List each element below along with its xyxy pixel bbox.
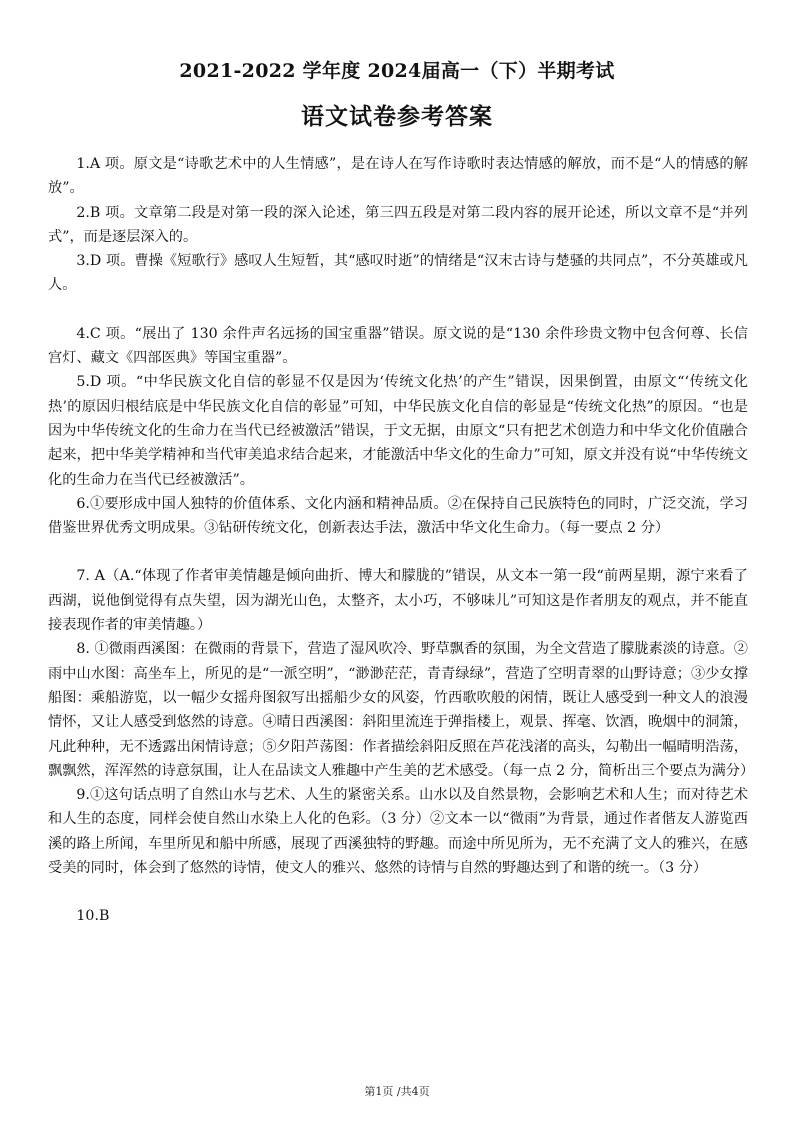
answer-1: 1.A 项。原文是“诗歌艺术中的人生情感”，是在诗人在写作诗歌时表达情感的解放，而不是“人的情感的解放”。 bbox=[48, 156, 748, 197]
section-gap bbox=[48, 880, 748, 904]
answer-9: 9.①这句话点明了自然山水与艺术、人生的紧密关系。山水以及自然景物，会影响艺术和人生；而对待艺术和人生的态度，同样会使自然山水染上人化的色彩。（3 分）②文本一以“微雨”为背景，通过作者偕友人游览西溪的路上所闻，车里所见和船中所感，展现了西溪独特的野趣。而途中所见所为，无不充满了文人的雅兴，在感受美的同时，体会到了悠然的诗情，使文人的雅兴、悠然的诗情与自然的野趣达到了和谐的统一。（3 分） bbox=[48, 787, 748, 877]
answer-4: 4.C 项。“展出了 130 余件声名远扬的国宝重器”错误。原文说的是“130 余件珍贵文物中包含何尊、长信宫灯、藏文《四部医典》等国宝重器”。 bbox=[48, 325, 748, 367]
page-footer: 第1页 /共4页 bbox=[364, 1085, 430, 1098]
exam-title: 2021-2022 学年度 2024届高一（下）半期考试 bbox=[179, 60, 615, 82]
answer-6: 6.①要形成中国人独特的价值体系、文化内涵和精神品质。②在保持自己民族特色的同时，广泛交流，学习借鉴世界优秀文明成果。③钻研传统文化，创新表达手法，激活中华文化生命力。（每一要点 2 分） bbox=[48, 495, 748, 537]
section-gap bbox=[48, 298, 748, 322]
answer-10: 10.B bbox=[76, 908, 110, 925]
answer-7: 7. A（A.“体现了作者审美情趣是倾向曲折、博大和朦胧的”错误，从文本一第一段“前两星期，源宁来看了西湖，说他倒觉得有点失望，因为湖光山色，太整齐，太小巧，不够味儿”可知这是作者朋友的观点，并不能直接表现作者的审美情趣。） bbox=[48, 568, 748, 634]
answers-body bbox=[48, 152, 755, 929]
answer-2: 2.B 项。文章第二段是对第一段的深入论述，第三四五段是对第二段内容的展开论述，所以文章不是“并列式”，而是逐层深入的。 bbox=[48, 204, 748, 245]
answer-8: 8. ①微雨西溪图：在微雨的背景下，营造了湿风吹冷、野草飘香的氛围，为全文营造了朦胧素淡的诗意。②雨中山水图：高坐车上，所见的是“一派空明”，“渺渺茫茫，青青绿绿”，营造了空明青翠的山野诗意；③少女撑船图：乘船游览，以一幅少女摇舟图叙写出摇船少女的风姿，竹西歌吹般的闲情，既让人感受到一种文人的浪漫情怀，又让人感受到悠然的诗意。④晴日西溪图：斜阳里流连于弹指楼上，观景、挥毫、饮酒，晚烟中的洞箫，凡此种种，无不透露出闲情诗意；⑤夕阳芦荡图：作者描绘斜阳反照在芦花浅渚的高头，勾勒出一幅晴明浩荡，飘飘然，浑浑然的诗意氛围，让人在品读文人雅趣中产生美的艺术感受。（每一点 2 分，简析出三个要点为满分） bbox=[48, 641, 755, 779]
document-subtitle: 语文试卷参考答案 bbox=[301, 103, 493, 130]
answer-3: 3.D 项。曹操《短歌行》感叹人生短暂，其“感叹时逝”的情绪是“汉末古诗与楚骚的共同点”，不分英雄或凡人。 bbox=[48, 253, 748, 294]
answer-5: 5.D 项。“中华民族文化自信的彰显不仅是因为‘传统文化热’的产生”错误，因果倒置，由原文“‘传统文化热’的原因归根结底是中华民族文化自信的彰显”可知，中华民族文化自信的彰显是“传统文化热”的原因。“也是因为中华传统文化的生命力在当代已经被激活”错误，于文无据，由原文“只有把艺术创造力和中华文化价值融合起来，把中华美学精神和当代审美追求结合起来，才能激活中华文化的生命力”可知，原文并没有说“中华传统文化的生命力在当代已经被激活”。 bbox=[48, 374, 748, 488]
section-gap bbox=[48, 540, 748, 564]
